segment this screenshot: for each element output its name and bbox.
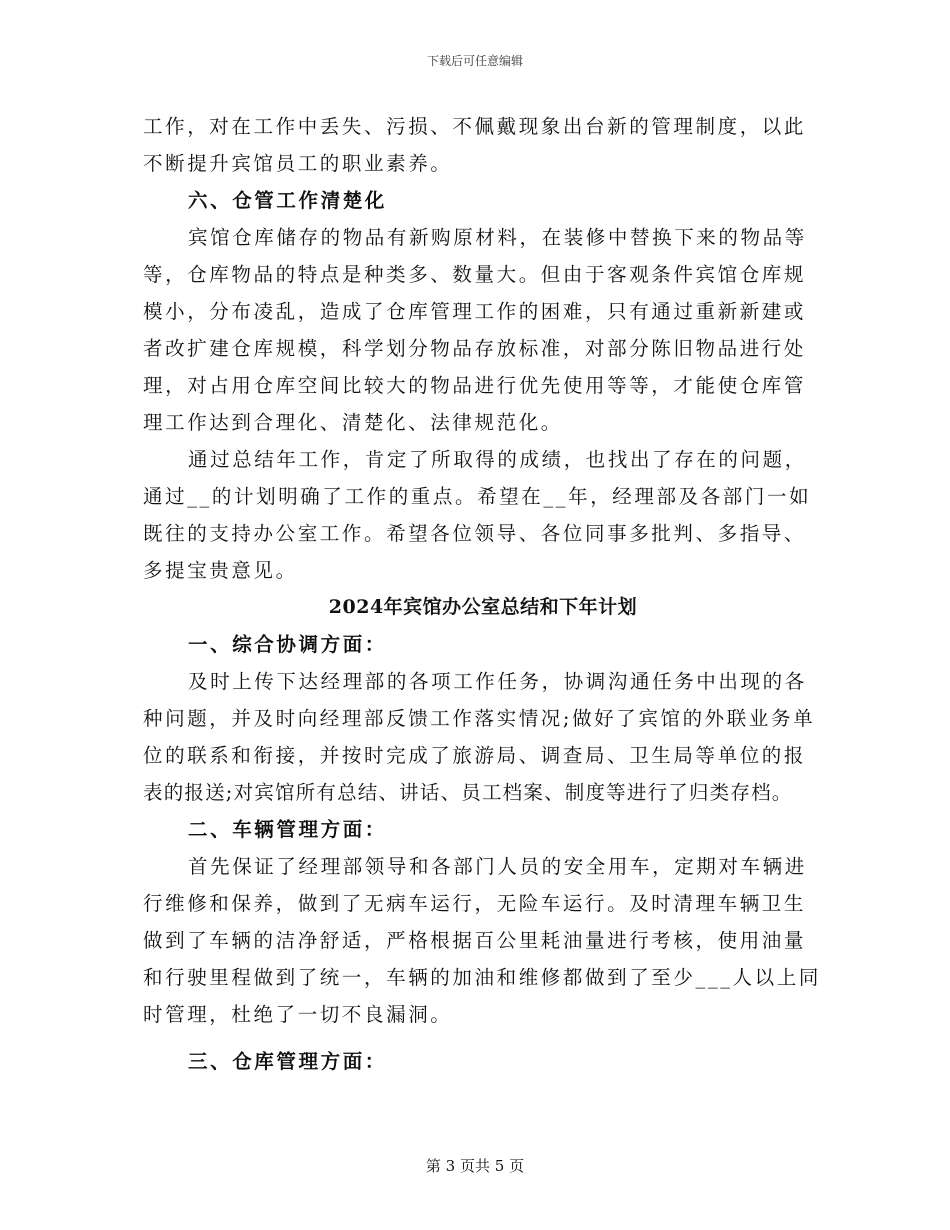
paragraph-line: 理工作达到合理化、清楚化、法律规范化。 <box>143 411 563 434</box>
paragraph-line: 模小，分布凌乱，造成了仓库管理工作的困难，只有通过重新新建或 <box>143 300 807 323</box>
paragraph-line: 者改扩建仓库规模，科学划分物品存放标准，对部分陈旧物品进行处 <box>143 337 807 360</box>
paragraph-line: 通过总结年工作，肯定了所取得的成绩，也找出了存在的问题， <box>188 448 807 471</box>
paragraph-line: 工作，对在工作中丢失、污损、不佩戴现象出台新的管理制度，以此 <box>143 115 807 138</box>
paragraph-line: 首先保证了经理部领导和各部门人员的安全用车，定期对车辆进 <box>188 855 807 878</box>
paragraph-line: 行维修和保养，做到了无病车运行，无险车运行。及时清理车辆卫生 <box>143 892 807 915</box>
paragraph-line: 通过__的计划明确了工作的重点。希望在__年，经理部及各部门一如 <box>143 485 812 508</box>
paragraph-line: 既往的支持办公室工作。希望各位领导、各位同事多批判、多指导、 <box>143 522 807 545</box>
document-title: 2024年宾馆办公室总结和下年计划 <box>328 596 638 618</box>
section-heading: 二、车辆管理方面： <box>188 818 387 841</box>
section-heading: 一、综合协调方面： <box>188 633 387 656</box>
paragraph-line: 等，仓库物品的特点是种类多、数量大。但由于客观条件宾馆仓库规 <box>143 263 807 286</box>
paragraph-line: 和行驶里程做到了统一，车辆的加油和维修都做到了至少___人以上同 <box>143 966 821 989</box>
paragraph-line: 多提宝贵意见。 <box>143 559 298 582</box>
page-header: 下载后可任意编辑 <box>426 54 523 68</box>
paragraph-line: 宾馆仓库储存的物品有新购原材料，在装修中替换下来的物品等 <box>188 226 807 249</box>
paragraph-line: 种问题，并及时向经理部反馈工作落实情况;做好了宾馆的外联业务单 <box>143 707 816 730</box>
paragraph-line: 做到了车辆的洁净舒适，严格根据百公里耗油量进行考核，使用油量 <box>143 929 807 952</box>
paragraph-line: 不断提升宾馆员工的职业素养。 <box>143 152 453 175</box>
section-heading: 六、仓管工作清楚化 <box>188 189 387 212</box>
paragraph-line: 表的报送;对宾馆所有总结、讲话、员工档案、制度等进行了归类存档。 <box>143 781 793 804</box>
paragraph-line: 位的联系和衔接，并按时完成了旅游局、调查局、卫生局等单位的报 <box>143 744 807 767</box>
section-heading: 三、仓库管理方面： <box>188 1050 387 1073</box>
page-number: 第 3 页共 5 页 <box>425 1157 525 1175</box>
paragraph-line: 时管理，杜绝了一切不良漏洞。 <box>143 1003 453 1026</box>
paragraph-line: 及时上传下达经理部的各项工作任务，协调沟通任务中出现的各 <box>188 670 807 693</box>
document-body <box>143 108 823 1080</box>
paragraph-line: 理，对占用仓库空间比较大的物品进行优先使用等等，才能使仓库管 <box>143 374 807 397</box>
